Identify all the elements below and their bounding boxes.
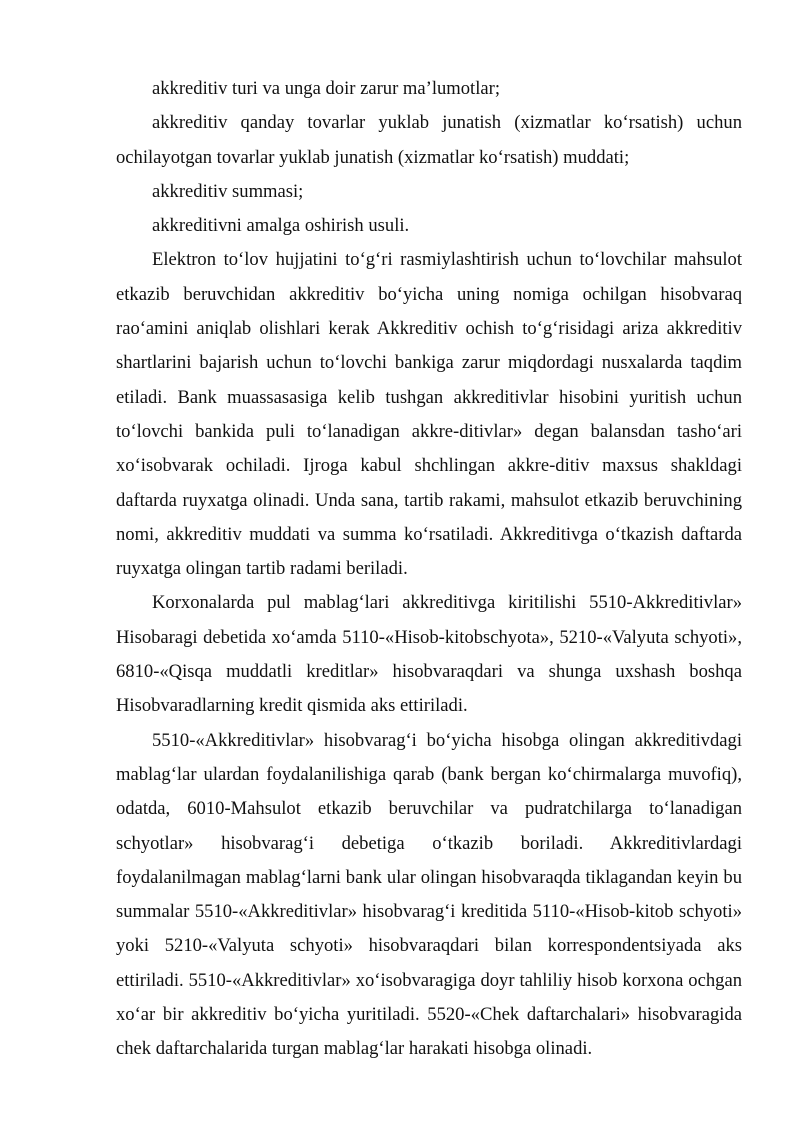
paragraph-shipment-term: akkreditiv qanday tovarlar yuklab junatish (xizmatlar ko‘rsatish) uchun ochilayotgan tovarlar yuklab junatish (xizmatlar ko‘rsatish) muddati; [116, 112, 742, 168]
paragraph-akkreditiv-sum: akkreditiv summasi; [152, 180, 304, 202]
paragraph-electronic-payment: Elektron to‘lov hujjatini to‘g‘ri rasmiylashtirish uchun to‘lovchilar mahsulot etkazib beruvchidan akkreditiv bo‘yicha uning nomiga ochilgan hisobvaraq rao‘amini aniqlab olishlari kerak Akkreditiv ochish to‘g‘risidagi ariza akkreditiv shartlarini bajarish uchun to‘lovchi bankiga zarur miqdordagi nusxalarda taqdim etiladi. Bank muassasasiga kelib tushgan akkreditivlar hisobini yuritish uchun to‘lovchi bankida puli to‘lanadigan akkre-ditivlar» degan balansdan tasho‘ari xo‘isobvarak ochiladi. Ijroga kabul shchlingan akkre-ditiv maxsus shakldagi daftarda ruyxatga olinadi. Unda sana, tartib rakami, mahsulot etkazib beruvchining nomi, akkreditiv muddati va summa ko‘rsatiladi. Akkreditivga o‘tkazish daftarda ruyxatga olingan tartib radami beriladi. [116, 249, 742, 580]
paragraph-execution-method: akkreditivni amalga oshirish usuli. [152, 215, 410, 237]
document-page [116, 72, 742, 1067]
paragraph-enterprise-funds: Korxonalarda pul mablag‘lari akkreditivga kiritilishi 5510-Akkreditivlar» Hisobaragi debetida xo‘amda 5110-«Hisob-kitobschyota», 5210-«Valyuta schyoti», 6810-«Qisqa muddatli kreditlar» hisobvaraqdari va shunga uxshash boshqa Hisobvaradlarning kredit qismida aks ettiriladi. [116, 592, 742, 717]
paragraph-account-5510: 5510-«Akkreditivlar» hisobvarag‘i bo‘yicha hisobga olingan akkreditivdagi mablag‘lar ulardan foydalanilishiga qarab (bank bergan ko‘chirmalarga muvofiq), odatda, 6010-Mahsulot etkazib beruvchilar va pudratchilarga to‘lanadigan schyotlar» hisobvarag‘i debetiga o‘tkazib boriladi. Akkreditivlardagi foydalanilmagan mablag‘larni bank ular olingan hisobvaraqda tiklagandan keyin bu summalar 5510-«Akkreditivlar» hisobvarag‘i kreditida 5110-«Hisob-kitob schyoti» yoki 5210-«Valyuta schyoti» hisobvaraqdari bilan korrespondentsiyada aks ettiriladi. 5510-«Akkreditivlar» xo‘isobvaragiga doyr tahliliy hisob korxona ochgan xo‘ar bir akkreditiv bo‘yicha yuritiladi. 5520-«Chek daftarchalari» hisobvaragida chek daftarchalarida turgan mablag‘lar harakati hisobga olinadi. [116, 729, 742, 1060]
paragraph-akkreditiv-type: akkreditiv turi va unga doir zarur ma’lumotlar; [152, 78, 500, 99]
